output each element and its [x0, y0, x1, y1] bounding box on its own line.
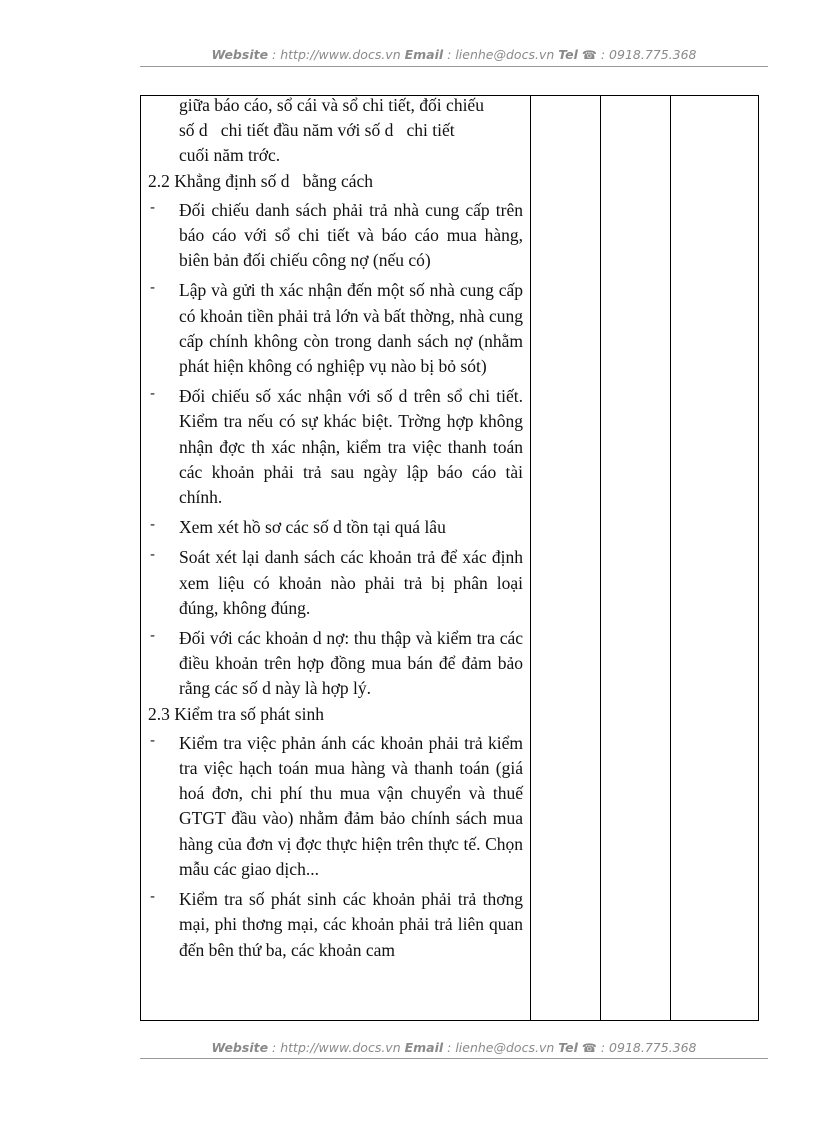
- bullet-text: Kiểm tra việc phản ánh các khoản phải trả kiểm tra việc hạch toán mua hàng và thanh toán (giá hoá đơn, chi phí thu mua vận chuyển và thuế GTGT đầu vào) nhằm đảm bảo chính sách mua hàng của đơn vị đợc thực hiện trên thực tế. Chọn mẫu các giao dịch...: [179, 732, 523, 879]
- email-label: Email: [404, 47, 444, 62]
- section-heading-2-3: 2.3 Kiểm tra số phát sinh: [148, 703, 324, 724]
- page-footer: [140, 1040, 768, 1055]
- bullet-item: [148, 384, 523, 510]
- website-label: Website: [211, 1040, 269, 1055]
- bullet-text: Đối chiếu số xác nhận với số d trên sổ chi tiết. Kiểm tra nếu có sự khác biệt. Trờng hợp không nhận đợc th xác nhận, kiểm tra việc thanh toán các khoản phải trả sau ngày lập báo cáo tài chính.: [179, 386, 523, 508]
- bullet-item: [148, 515, 523, 540]
- bullet-item: [148, 626, 523, 702]
- website-label: Website: [211, 47, 269, 62]
- footer-rule: [140, 1058, 768, 1059]
- bullet-dash: -: [150, 628, 156, 645]
- bullet-text: Xem xét hồ sơ các số d tồn tại quá lâu: [179, 517, 446, 538]
- bullet-dash: -: [150, 547, 156, 564]
- table-column-divider-1: [530, 95, 531, 1021]
- bullet-dash: -: [150, 732, 156, 749]
- email-value: : lienhe@docs.vn: [443, 47, 559, 62]
- tel-value: : 0918.775.368: [596, 47, 697, 62]
- website-value: : http://www.docs.vn: [268, 47, 405, 62]
- bullet-text: Đối với các khoản d nợ: thu thập và kiểm tra các điều khoản trên hợp đồng mua bán để đảm bảo rằng các số d này là hợp lý.: [179, 628, 523, 699]
- tel-value: : 0918.775.368: [596, 1040, 697, 1055]
- bullet-dash: -: [150, 517, 156, 534]
- telephone-icon: ☎: [581, 1041, 597, 1055]
- bullet-dash: -: [150, 199, 156, 216]
- bullet-text: Lập và gửi th xác nhận đến một số nhà cung cấp có khoản tiền phải trả lớn và bất thờng, nhà cung cấp chính không còn trong danh sách nợ (nhằm phát hiện không có nghiệp vụ nào bị bỏ sót): [179, 280, 523, 377]
- bullet-dash: -: [150, 280, 156, 297]
- intro-line-2: số d chi tiết đầu năm với số d chi tiết: [179, 120, 455, 141]
- website-value: : http://www.docs.vn: [268, 1040, 405, 1055]
- bullet-dash: -: [150, 889, 156, 906]
- table-cell-procedures: [148, 93, 523, 963]
- bullet-item: [148, 278, 523, 379]
- bullet-text: Kiểm tra số phát sinh các khoản phải trả thơng mại, phi thơng mại, các khoản phải trả liên quan đến bên thứ ba, các khoản cam: [179, 889, 523, 960]
- bullet-item: [148, 731, 523, 882]
- tel-label: Tel: [558, 1040, 578, 1055]
- bullet-text: Đối chiếu danh sách phải trả nhà cung cấp trên báo cáo với sổ chi tiết và báo cáo mua hàng, biên bản đối chiếu công nợ (nếu có): [179, 199, 523, 271]
- bullet-item: [148, 887, 523, 963]
- email-value: : lienhe@docs.vn: [443, 1040, 559, 1055]
- header-rule: [140, 66, 768, 67]
- bullet-text: Soát xét lại danh sách các khoản trả để xác định xem liệu có khoản nào phải trả bị phân loại đúng, không đúng.: [179, 547, 523, 618]
- table-column-divider-3: [670, 95, 671, 1021]
- bullet-dash: -: [150, 386, 156, 403]
- page-header: [140, 47, 768, 62]
- email-label: Email: [404, 1040, 444, 1055]
- table-column-divider-2: [600, 95, 601, 1021]
- bullet-item: [148, 545, 523, 621]
- intro-line-1: giữa báo cáo, sổ cái và sổ chi tiết, đối chiếu: [179, 95, 484, 115]
- telephone-icon: ☎: [581, 48, 597, 62]
- tel-label: Tel: [558, 47, 578, 62]
- section-heading-2-2: 2.2 Khẳng định số d bằng cách: [148, 170, 374, 191]
- intro-line-3: cuối năm trớc.: [179, 145, 281, 166]
- bullet-item: [148, 198, 523, 274]
